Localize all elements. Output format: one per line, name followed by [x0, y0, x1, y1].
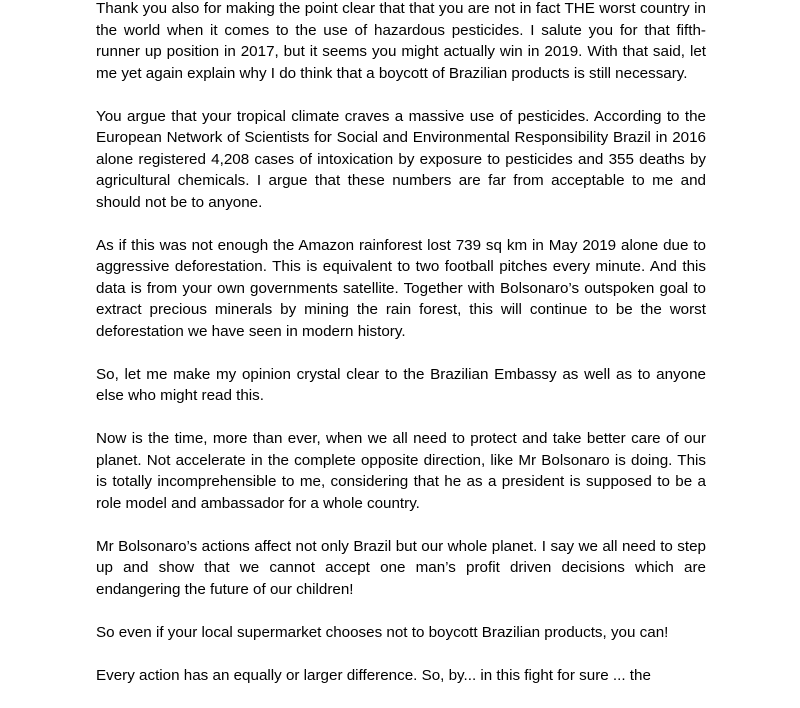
paragraph-supermarket: So even if your local supermarket chooses not to boycott Brazilian products, you can! [96, 623, 669, 641]
paragraph-bolsonaro-actions: Mr Bolsonaro’s actions affect not only Brazil but our whole planet. I say we all need to step up and show that we cannot accept one man’s profit driven decisions which are endangering the future of our children! [96, 537, 706, 598]
letter-body [96, 0, 706, 708]
paragraph-tropical-climate: You argue that your tropical climate craves a massive use of pesticides. According to the European Network of Scientists for Social and Environmental Responsibility Brazil in 2016 alone registered 4,208 cases of intoxication by exposure to pesticides and 355 deaths by agricultural chemicals. I argue that these numbers are far from acceptable to me and should not be to anyone. [96, 107, 706, 211]
paragraph-cut-off: Every action has an equally or larger difference. So, by... in this fight for sure ... the [96, 666, 651, 684]
paragraph-opinion: So, let me make my opinion crystal clear to the Brazilian Embassy as well as to anyone else who might read this. [96, 365, 706, 404]
paragraph-deforestation: As if this was not enough the Amazon rainforest lost 739 sq km in May 2019 alone due to aggressive deforestation. This is equivalent to two football pitches every minute. And this data is from your own governments satellite. Together with Bolsonaro’s outspoken goal to extract precious minerals by mining the rain forest, this will continue to be the worst deforestation we have seen in modern history. [96, 236, 706, 340]
paragraph-protect-planet: Now is the time, more than ever, when we all need to protect and take better care of our planet. Not accelerate in the complete opposite direction, like Mr Bolsonaro is doing. This is totally incomprehensible to me, considering that he as a president is supposed to be a role model and ambassador for a whole country. [96, 430, 706, 512]
paragraph-pesticide-ranking: Thank you also for making the point clear that that you are not in fact THE worst country in the world when it comes to the use of hazardous pesticides. I salute you for that fifth-runner up position in 2017, but it seems you might actually win in 2019. With that said, let me yet again explain why I do think that a boycott of Brazilian products is still necessary. [96, 0, 706, 82]
